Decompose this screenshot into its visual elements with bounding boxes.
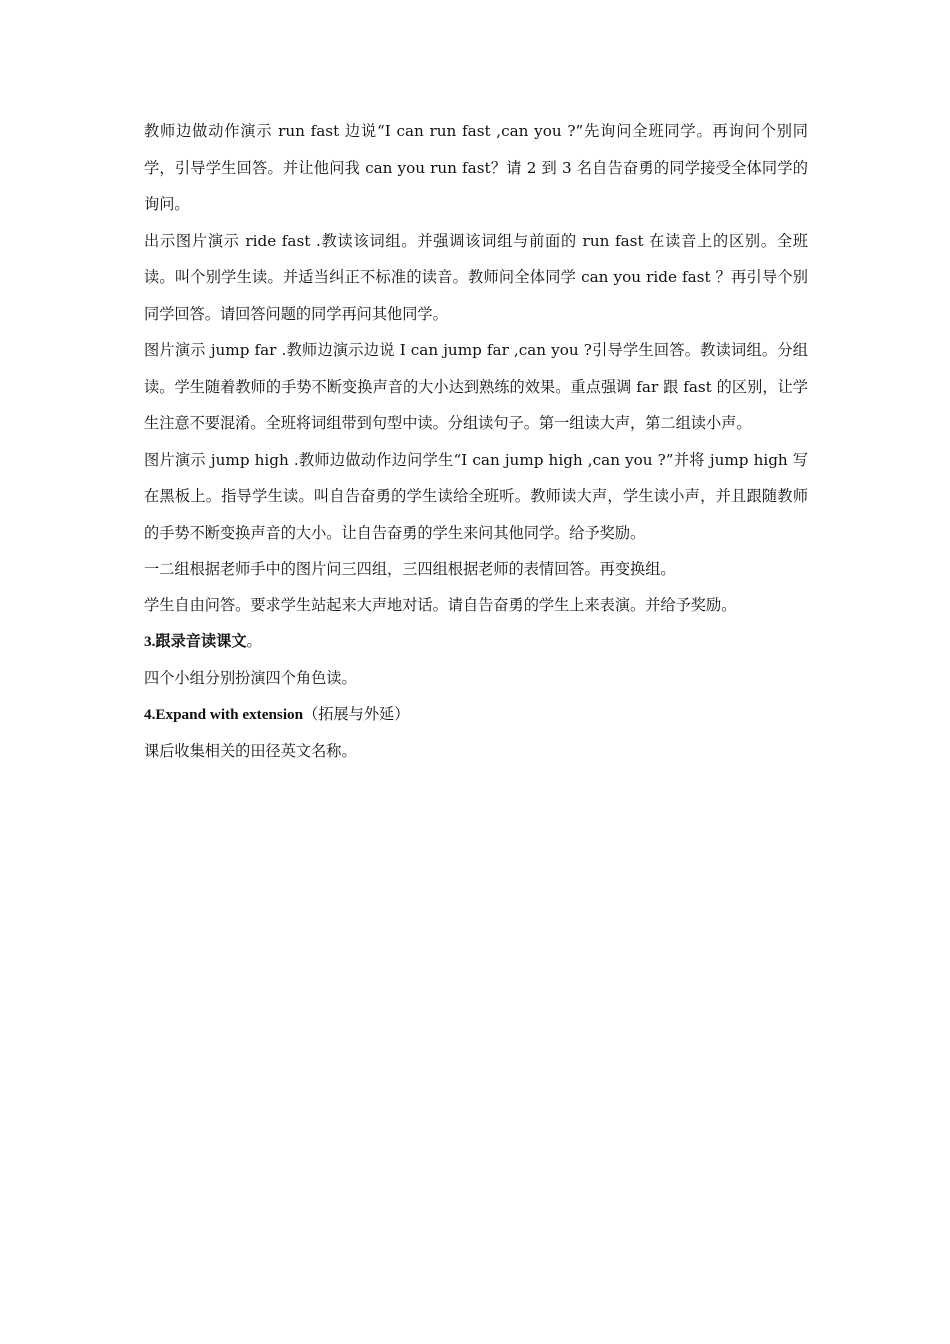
section-4-heading-line xyxy=(144,696,808,733)
paragraph-ride-fast: 出示图片演示 ride fast .教读该词组。并强调该词组与前面的 run fast 在读音上的区别。全班读。叫个别学生读。并适当纠正不标准的读音。教师问全体同学 can you ride fast ？再引导个别同学回答。请回答问题的同学再问其他同学。 xyxy=(144,231,808,323)
paragraph-free-qa: 学生自由问答。要求学生站起来大声地对话。请自告奋勇的学生上来表演。并给予奖励。 xyxy=(144,596,737,614)
section-4-heading: 4.Expand with extension xyxy=(144,706,304,723)
paragraph-group-qa: 一二组根据老师手中的图片问三四组，三四组根据老师的表情回答。再变换组。 xyxy=(144,560,676,578)
section-4-text: 课后收集相关的田径英文名称。 xyxy=(144,742,357,760)
paragraph-jump-far: 图片演示 jump far .教师边演示边说 I can jump far ,can you ?引导学生回答。教读词组。分组读。学生随着教师的手势不断变换声音的大小达到熟练的效果。重点强调 far 跟 fast 的区别，让学生注意不要混淆。全班将词组带到句型中读。分组读句子。第一组读大声，第二组读小声。 xyxy=(144,341,808,432)
section-3-heading: 3.跟录音读课文 xyxy=(144,633,247,650)
paragraph-jump-high: 图片演示 jump high .教师边做动作边问学生“I can jump high ,can you ?”并将 jump high 写在黑板上。指导学生读。叫自告奋勇的学生读给全班听。教师读大声，学生读小声，并且跟随教师的手势不断变换声音的大小。让自告奋勇的学生来问其他同学。给予奖励。 xyxy=(144,450,808,542)
section-3-heading-line xyxy=(144,623,808,660)
paragraph-run-fast: 教师边做动作演示 run fast 边说“I can run fast ,can you ?”先询问全班同学。再询问个别同学，引导学生回答。并让他问我 can you run fast？请 2 到 3 名自告奋勇的同学接受全体同学的询问。 xyxy=(144,122,808,213)
section-4-heading-note: （拓展与外延） xyxy=(303,705,410,723)
document-body xyxy=(144,113,808,769)
section-3-heading-punct: 。 xyxy=(246,632,262,650)
section-3-text: 四个小组分别扮演四个角色读。 xyxy=(144,669,357,687)
